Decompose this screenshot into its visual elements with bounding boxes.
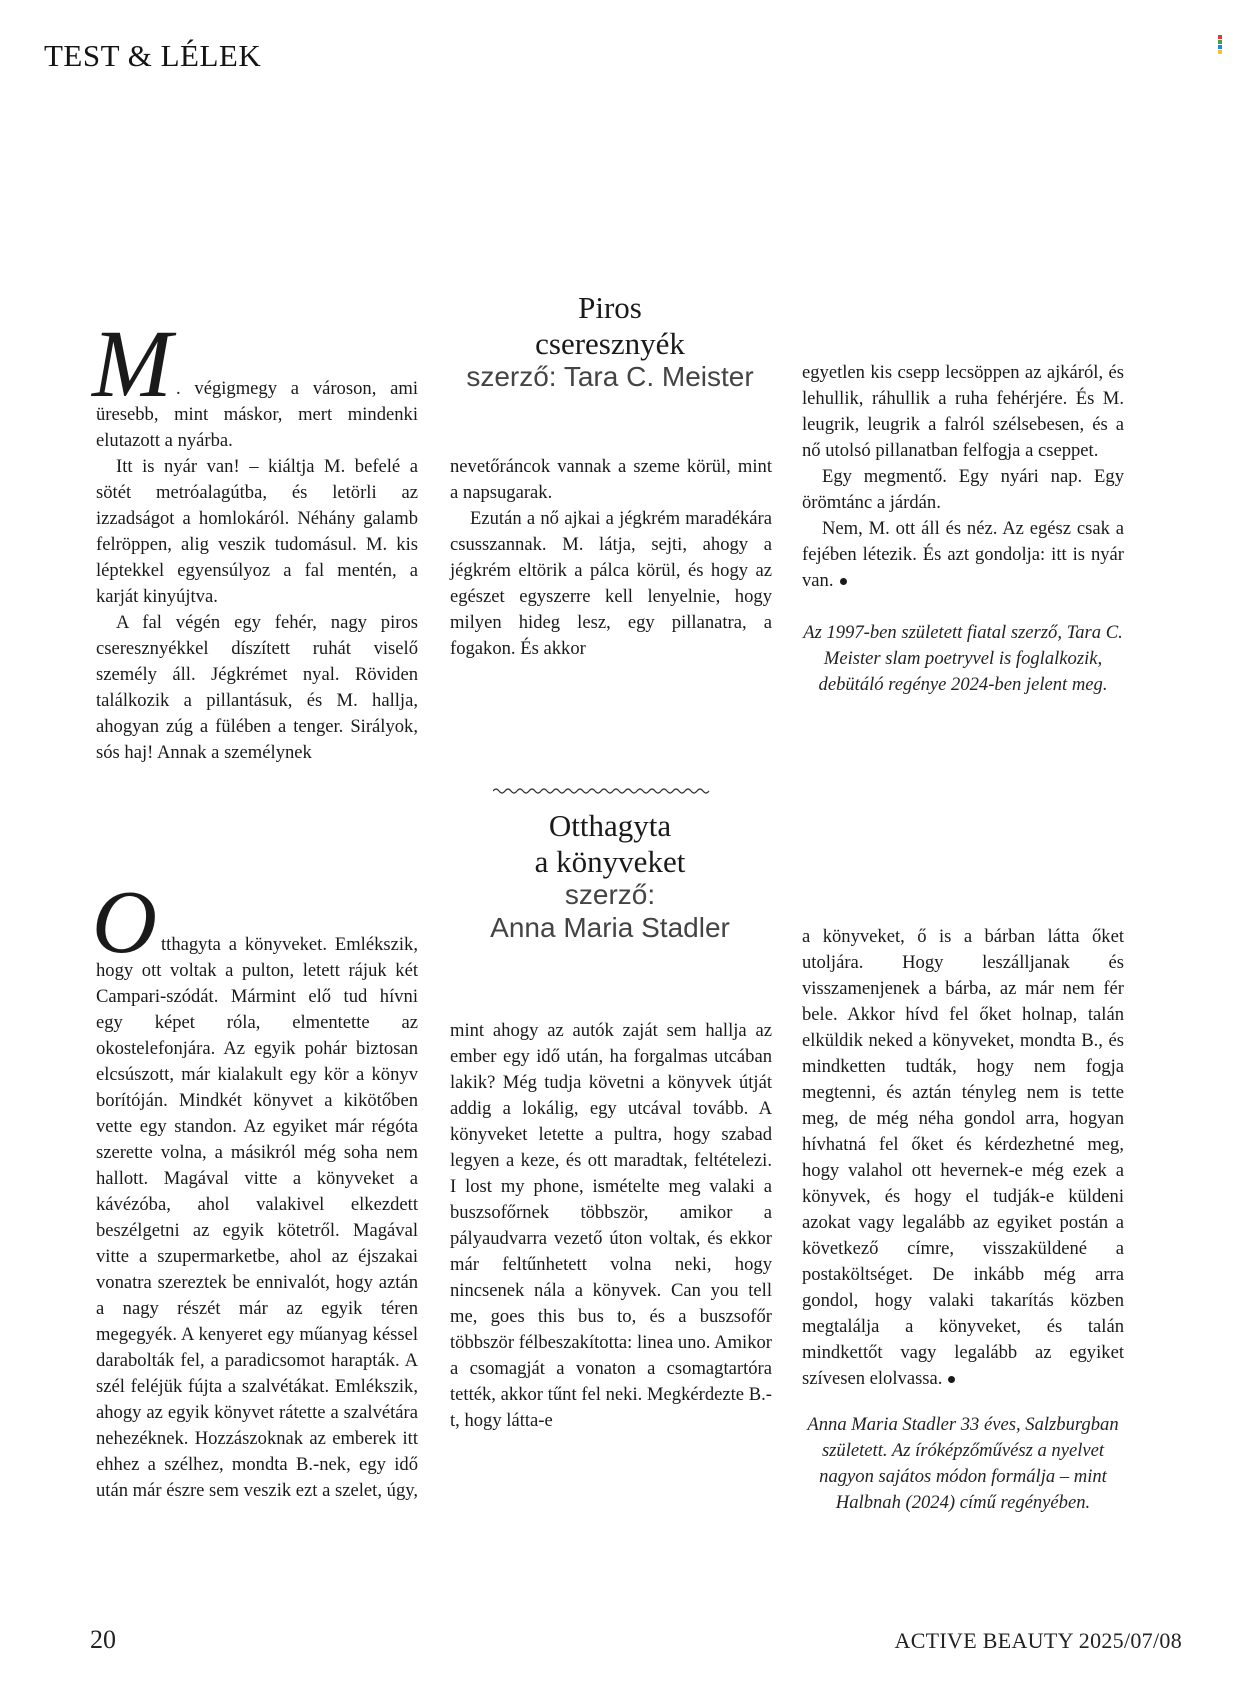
story2-column-2 <box>450 1018 772 1434</box>
story1-column-3 <box>802 360 1124 594</box>
story1-author: szerző: Tara C. Meister <box>466 361 754 392</box>
section-label: TEST & LÉLEK <box>44 38 262 73</box>
story1-column-2 <box>450 454 772 662</box>
story2-author-bio: Anna Maria Stadler 33 éves, Salzburgban született. Az íróképzőművész a nyelvet nagyon sajátos módon formálja – mint Halbnah (2024) című regényében. <box>807 1414 1119 1513</box>
story2-author-line1: szerző: <box>564 879 656 910</box>
story2-author <box>440 878 780 944</box>
page-number: 20 <box>90 1625 116 1654</box>
story2-column-1 <box>92 873 418 1504</box>
story2-paragraph <box>92 873 418 1504</box>
story2-title-line1: Otthagyta <box>548 808 672 843</box>
end-mark-icon <box>840 578 847 585</box>
story1-paragraph: Itt is nyár van! – kiáltja M. befelé a sötét metróalagútba, és letörli az izzadságot a homlokáról. Néhány galamb felröppen, alig veszik tudomásul. M. kis léptekkel egyensúlyoz a fal mentén, a karját kinyújtva. <box>96 456 418 607</box>
magazine-issue: ACTIVE BEAUTY 2025/07/08 <box>894 1628 1182 1653</box>
story1-paragraph: egyetlen kis csepp lecsöppen az ajkáról, és lehullik, ráhullik a ruha fehérjére. És M. leugrik, leugrik a falról szélsebesen, és a nő utolsó pillanatban felfogja a cseppet. <box>802 362 1124 461</box>
wavy-divider-icon <box>493 786 713 796</box>
story1-title-line1: Piros <box>578 290 642 325</box>
story2-title-line2: a könyveket <box>534 844 686 879</box>
story1-paragraph: A fal végén egy fehér, nagy piros cseresznyékkel díszített ruhát viselő személy áll. Jégkrémet nyal. Röviden találkozik a pillantásuk, és M. hallja, ahogyan zúg a fülében a tenger. Sirályok, sós haj! Annak a személynek <box>96 612 418 763</box>
end-mark-icon <box>948 1376 955 1383</box>
story1-paragraph: Ezután a nő ajkai a jégkrém maradékára csusszannak. M. látja, sejti, ahogy a jégkrém eltörik a pálca körül, és hogy az egészet egyszerre kell lenyelnie, hogy milyen hideg lesz, egy pillanatra, a fogakon. És akkor <box>450 508 772 659</box>
story2-text: a könyveket, ő is a bárban látta őket utoljára. Hogy leszálljanak és visszamenjenek a bárba, az már nem fér bele. Akkor hívd fel őket holnap, talán elküldik neked a könyveket, mondta B., és mindketten tudták, hogy nem fogja megtenni, és aztán tényleg nem is tette meg, de még néha gondol arra, hogyan hívhatná fel őket és kérdezhetné meg, hogy valahol ott hevernek-e még ezek a könyvek, és hogy el tudják-e küldeni azokat vagy legalább az egyiket postán a következő címre, visszaküldené a postaköltséget. De inkább még arra gondol, hogy valaki takarítás közben megtalálja a könyveket, és talán mindkettőt vagy legalább az egyiket szívesen elolvassa. <box>802 926 1124 1389</box>
story2-title <box>440 808 780 880</box>
story2-dropcap: O <box>92 873 157 972</box>
story1-title-line2: cseresznyék <box>535 326 685 361</box>
story1-title <box>440 290 780 362</box>
story1-text: Nem, M. ott áll és néz. Az egész csak a fejében létezik. És azt gondolja: itt is nyár van. <box>802 518 1124 591</box>
story1-paragraph: nevetőráncok vannak a szeme körül, mint a napsugarak. <box>450 456 772 503</box>
story2-paragraph: mint ahogy az autók zaját sem hallja az ember egy idő után, ha forgalmas utcában lakik? Még tudja követni a könyvek útját addig a lokálig, egy utcával tovább. A könyveket letette a pultra, hogy szabad legyen a keze, és ott maradtak, feltételezi. I lost my phone, ismételte meg valaki a buszsofőrnek többször, amikor a pályaudvarra vezető úton voltak, és ekkor már feltűnhetett volna neki, hogy nincsenek nála a könyvek. Can you tell me, goes this bus to, és a buszsofőr többször félbeszakította: linea uno. Amikor a csomagját a vonaton a csomagtartóra tették, akkor tűnt fel neki. Megkérdezte B.-t, hogy látta-e <box>450 1020 772 1431</box>
story1-paragraph: Egy megmentő. Egy nyári nap. Egy örömtánc a járdán. <box>802 466 1124 513</box>
story1-paragraph-last <box>802 516 1124 594</box>
color-mark-icon <box>1218 35 1227 44</box>
story2-paragraph-last <box>802 924 1124 1392</box>
story1-author-bio: Az 1997-ben született fiatal szerző, Tara C. Meister slam poetryvel is foglalkozik, debütáló regénye 2024-ben jelent meg. <box>803 622 1123 695</box>
story2-author-line2: Anna Maria Stadler <box>490 912 730 943</box>
story1-column-1 <box>92 310 418 766</box>
story2-text: tthagyta a könyveket. Emlékszik, hogy ott voltak a pulton, letett rájuk két Campari-szódát. Mármint elő tud hívni egy képet róla, elmentette az okostelefonjára. Az egyik pohár biztosan elcsúszott, már kialakult egy kör a könyv borítóján. Mindkét könyvet a kikötőben vette egy standon. Az egyiket már régóta szerette volna, a másikról még soha nem hallott. Magával vitte a könyveket a kávézóba, ahol valakivel elkezdett beszélgetni az egyik kötetről. Magával vitte a szupermarketbe, ahol az éjszakai vonatra szereztek be ennivalót, hogy aztán a nagy részét már az egyik téren megegyék. A kenyeret egy műanyag késsel darabolták fel, a paradicsomot harapták. A szél feléjük fújta a szalvétákat. Emlékszik, ahogy az egyik könyvet rátette a szalvétára nehezéknek. Hozzászoknak az emberek itt ehhez a szélhez, mondta B.-nek, egy idő után már észre sem veszik ezt a szelet, úgy, <box>96 934 418 1501</box>
story1-paragraph <box>92 310 418 454</box>
story1-text: . végigmegy a városon, ami üresebb, mint máskor, mert mindenki elutazott a nyárba. <box>96 378 418 451</box>
story2-column-3 <box>802 924 1124 1392</box>
story1-dropcap: M <box>92 310 172 417</box>
